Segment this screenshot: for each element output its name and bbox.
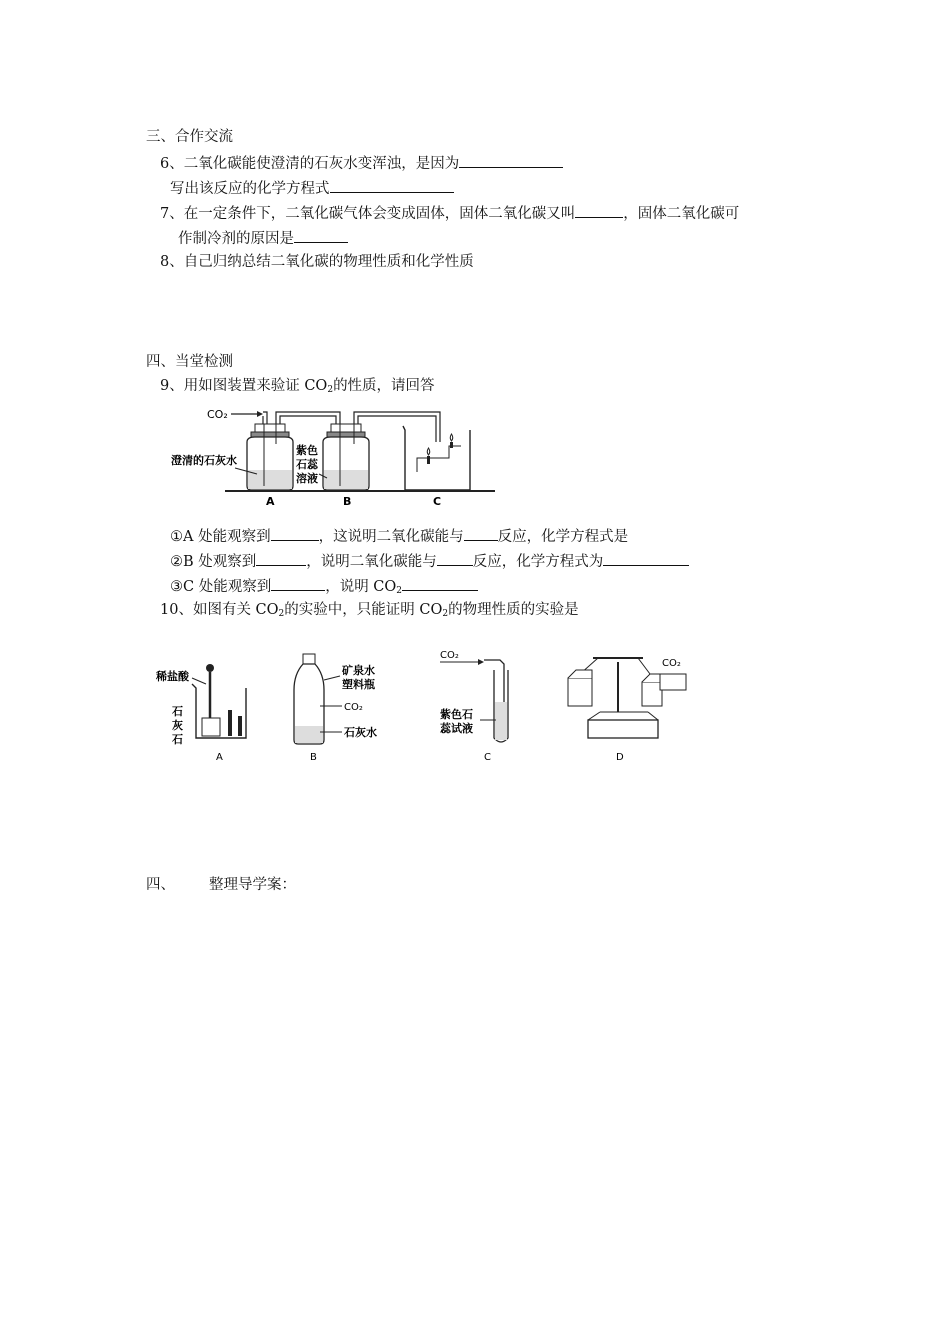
q9-sub2-b: ，说明二氧化碳能与 — [306, 554, 437, 570]
q9-sub3-sub: 2 — [396, 586, 403, 596]
q9-stem-sub: 2 — [327, 385, 334, 395]
q10-stem-sub2: 2 — [442, 609, 449, 619]
organize-number: 四、 — [146, 877, 175, 893]
a-stone-label-2: 灰 — [172, 719, 183, 732]
q9-sub1-a: ①A 处能观察到 — [170, 529, 271, 545]
q7-text-b: ，固体二氧化碳可 — [623, 206, 740, 222]
q10-experiments-figure — [148, 640, 708, 770]
experiment-d — [568, 658, 686, 763]
q9-sub2-c: 反应，化学方程式为 — [472, 554, 604, 570]
q9-sub1-c: 反应，化学方程式是 — [497, 529, 629, 545]
experiment-b — [294, 654, 377, 763]
q9-sub1-blank1[interactable] — [271, 525, 319, 541]
q9-sub3-blank2[interactable] — [402, 575, 478, 591]
label-b: B — [343, 495, 352, 508]
c-co2-label: CO₂ — [440, 650, 459, 661]
q9-sub3-b: ，说明 CO — [325, 579, 397, 595]
experiment-a — [155, 664, 246, 763]
a-acid-label: 稀盐酸 — [156, 670, 189, 683]
litmus-label-3: 溶液 — [296, 472, 318, 485]
q9-sub2 — [170, 550, 689, 572]
q9-sub3-a: ③C 处能观察到 — [170, 579, 272, 595]
q9-apparatus-figure — [165, 402, 505, 512]
q6-blank-1[interactable] — [459, 152, 563, 168]
q10-label-a: A — [216, 752, 223, 763]
q6-blank-2[interactable] — [330, 177, 454, 193]
question-10-stem — [160, 600, 579, 620]
organize-text: 整理导学案： — [209, 877, 296, 893]
q9-sub2-blank1[interactable] — [256, 550, 306, 566]
bottle-b — [323, 424, 369, 490]
question-6-line1 — [160, 152, 563, 174]
question-9-stem — [160, 376, 435, 396]
bottle-a — [247, 424, 293, 490]
b-bottle-label-1: 矿泉水 — [342, 664, 375, 677]
co2-label: CO₂ — [207, 408, 228, 421]
question-7-line2 — [178, 227, 348, 249]
q9-sub2-a: ②B 处观察到 — [170, 554, 257, 570]
q6-text-2: 写出该反应的化学方程式 — [170, 181, 330, 197]
q9-sub3-blank1[interactable] — [271, 575, 325, 591]
q10-stem-a: 10、如图有关 CO — [160, 602, 279, 618]
q7-text-a: 7、在一定条件下，二氧化碳气体会变成固体，固体二氧化碳又叫 — [160, 206, 576, 222]
b-bottle-label-2: 塑料瓶 — [342, 678, 375, 691]
q10-stem-b: 的实验中，只能证明 CO — [284, 602, 443, 618]
section-title-organize — [146, 875, 296, 895]
section-title-cooperation: 三、合作交流 — [146, 129, 233, 145]
q9-sub3 — [170, 575, 478, 597]
q10-stem-c: 的物理性质的实验是 — [448, 602, 579, 618]
q10-stem-sub1: 2 — [278, 609, 285, 619]
label-a: A — [266, 495, 275, 508]
q7-blank-2[interactable] — [294, 227, 348, 243]
q9-sub2-blank3[interactable] — [603, 550, 689, 566]
q9-stem-a: 9、用如图装置来验证 CO — [160, 378, 328, 394]
q9-sub2-blank2[interactable] — [437, 550, 473, 566]
section-title-test: 四、当堂检测 — [146, 354, 233, 370]
q10-label-c: C — [484, 752, 491, 763]
label-c: C — [433, 495, 442, 508]
q7-text-2: 作制冷剂的原因是 — [178, 231, 294, 247]
q7-blank-1[interactable] — [575, 202, 623, 218]
b-lime-label: 石灰水 — [344, 726, 377, 739]
litmus-label-2: 石蕊 — [296, 458, 318, 471]
b-co2-label: CO₂ — [344, 702, 363, 713]
c-litmus-label-1: 紫色石 — [440, 708, 473, 721]
experiment-c — [440, 650, 508, 763]
co2-arrowhead — [257, 411, 263, 417]
limewater-label: 澄清的石灰水 — [171, 454, 237, 467]
a-stone-label-1: 石 — [172, 705, 183, 718]
q10-label-d: D — [616, 752, 624, 763]
d-co2-label: CO₂ — [662, 658, 681, 669]
q9-sub1-b: ，这说明二氧化碳能与 — [318, 529, 464, 545]
c-litmus-label-2: 蕊试液 — [440, 722, 473, 735]
question-8: 8、自己归纳总结二氧化碳的物理性质和化学性质 — [160, 254, 474, 270]
q9-stem-b: 的性质，请回答 — [333, 378, 435, 394]
q9-sub1-blank2[interactable] — [464, 525, 498, 541]
q6-text: 6、二氧化碳能使澄清的石灰水变浑浊，是因为 — [160, 156, 460, 172]
question-6-line2 — [170, 177, 454, 199]
litmus-label-1: 紫色 — [296, 444, 318, 457]
q9-sub1 — [170, 525, 628, 547]
q10-label-b: B — [310, 752, 317, 763]
question-7-line1 — [160, 202, 739, 224]
a-stone-label-3: 石 — [172, 733, 183, 746]
